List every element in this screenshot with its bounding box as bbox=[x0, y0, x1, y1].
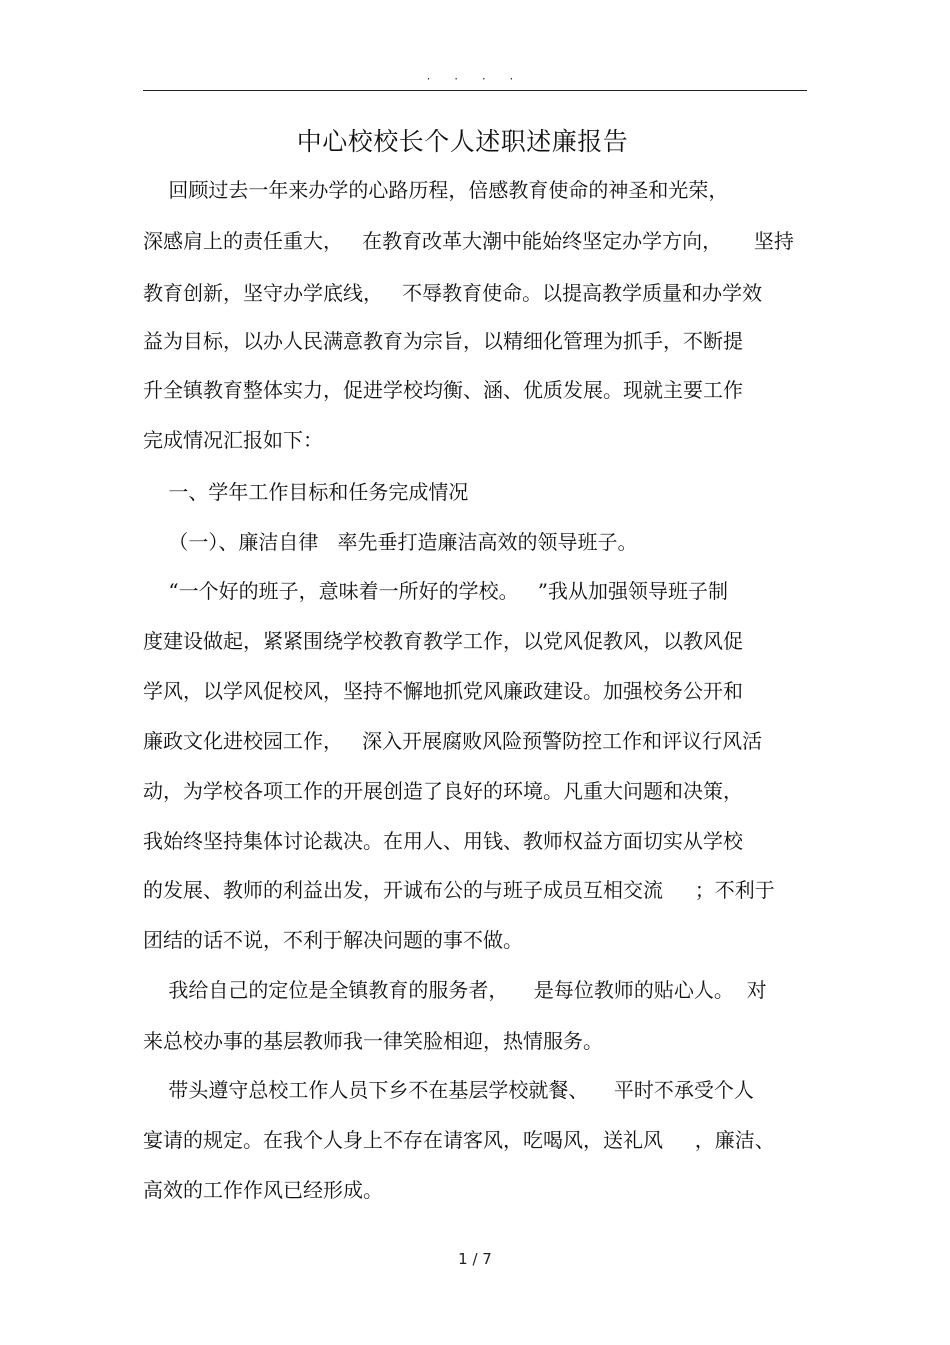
paragraph-line: 升全镇教育整体实力，促进学校均衡、涵、优质发展。现就主要工作 bbox=[143, 378, 743, 402]
paragraph-line: 教育创新，坚守办学底线， 不辱教育使命。以提高教学质量和办学效 bbox=[143, 281, 763, 305]
paragraph-line: 带头遵守总校工作人员下乡不在基层学校就餐、 平时不承受个人 bbox=[143, 1078, 754, 1102]
paragraph-line: 廉政文化进校园工作， 深入开展腐败风险预警防控工作和评议行风活 bbox=[143, 729, 763, 753]
section-heading: 一、学年工作目标和任务完成情况 bbox=[143, 480, 469, 504]
paragraph-line: 我始终坚持集体讨论裁决。在用人、用钱、教师权益方面切实从学校 bbox=[143, 829, 743, 853]
paragraph-line: 深感肩上的责任重大， 在教育改革大潮中能始终坚定办学方向， 坚持 bbox=[143, 229, 794, 253]
subsection-heading: （一）、廉洁自律 率先垂打造廉洁高效的领导班子。 bbox=[143, 530, 638, 554]
header-dots: · · · · bbox=[426, 72, 524, 86]
paragraph-line: 回顾过去一年来办学的心路历程，倍感教育使命的神圣和光荣， bbox=[143, 178, 729, 202]
paragraph-line: 学风，以学风促校风，坚持不懈地抓党风廉政建设。加强校务公开和 bbox=[143, 679, 743, 703]
paragraph-line: 宴请的规定。在我个人身上不存在请客风，吃喝风，送礼风 ，廉洁、 bbox=[143, 1128, 775, 1152]
paragraph-line: 团结的话不说，不利于解决问题的事不做。 bbox=[143, 928, 523, 952]
paragraph-line: “一个好的班子，意味着一所好的学校。 ”我从加强领导班子制 bbox=[143, 579, 728, 603]
paragraph-line: 益为目标，以办人民满意教育为宗旨，以精细化管理为抓手，不断提 bbox=[143, 329, 743, 353]
page-number: 1 / 7 bbox=[458, 1250, 492, 1268]
paragraph-line: 度建设做起，紧紧围绕学校教育教学工作，以党风促教风，以教风促 bbox=[143, 629, 743, 653]
header-rule bbox=[143, 90, 807, 91]
paragraph-line: 我给自己的定位是全镇教育的服务者， 是每位教师的贴心人。 对 bbox=[143, 978, 767, 1002]
paragraph-line: 完成情况汇报如下： bbox=[143, 428, 323, 452]
document-title: 中心校校长个人述职述廉报告 bbox=[296, 127, 629, 156]
paragraph-line: 动，为学校各项工作的开展创造了良好的环境。凡重大问题和决策， bbox=[143, 779, 743, 803]
paragraph-line: 来总校办事的基层教师我一律笑脸相迎，热情服务。 bbox=[143, 1029, 603, 1053]
paragraph-line: 高效的工作作风已经形成。 bbox=[143, 1178, 383, 1202]
paragraph-line: 的发展、教师的利益出发，开诚布公的与班子成员互相交流 ；不利于 bbox=[143, 878, 775, 902]
